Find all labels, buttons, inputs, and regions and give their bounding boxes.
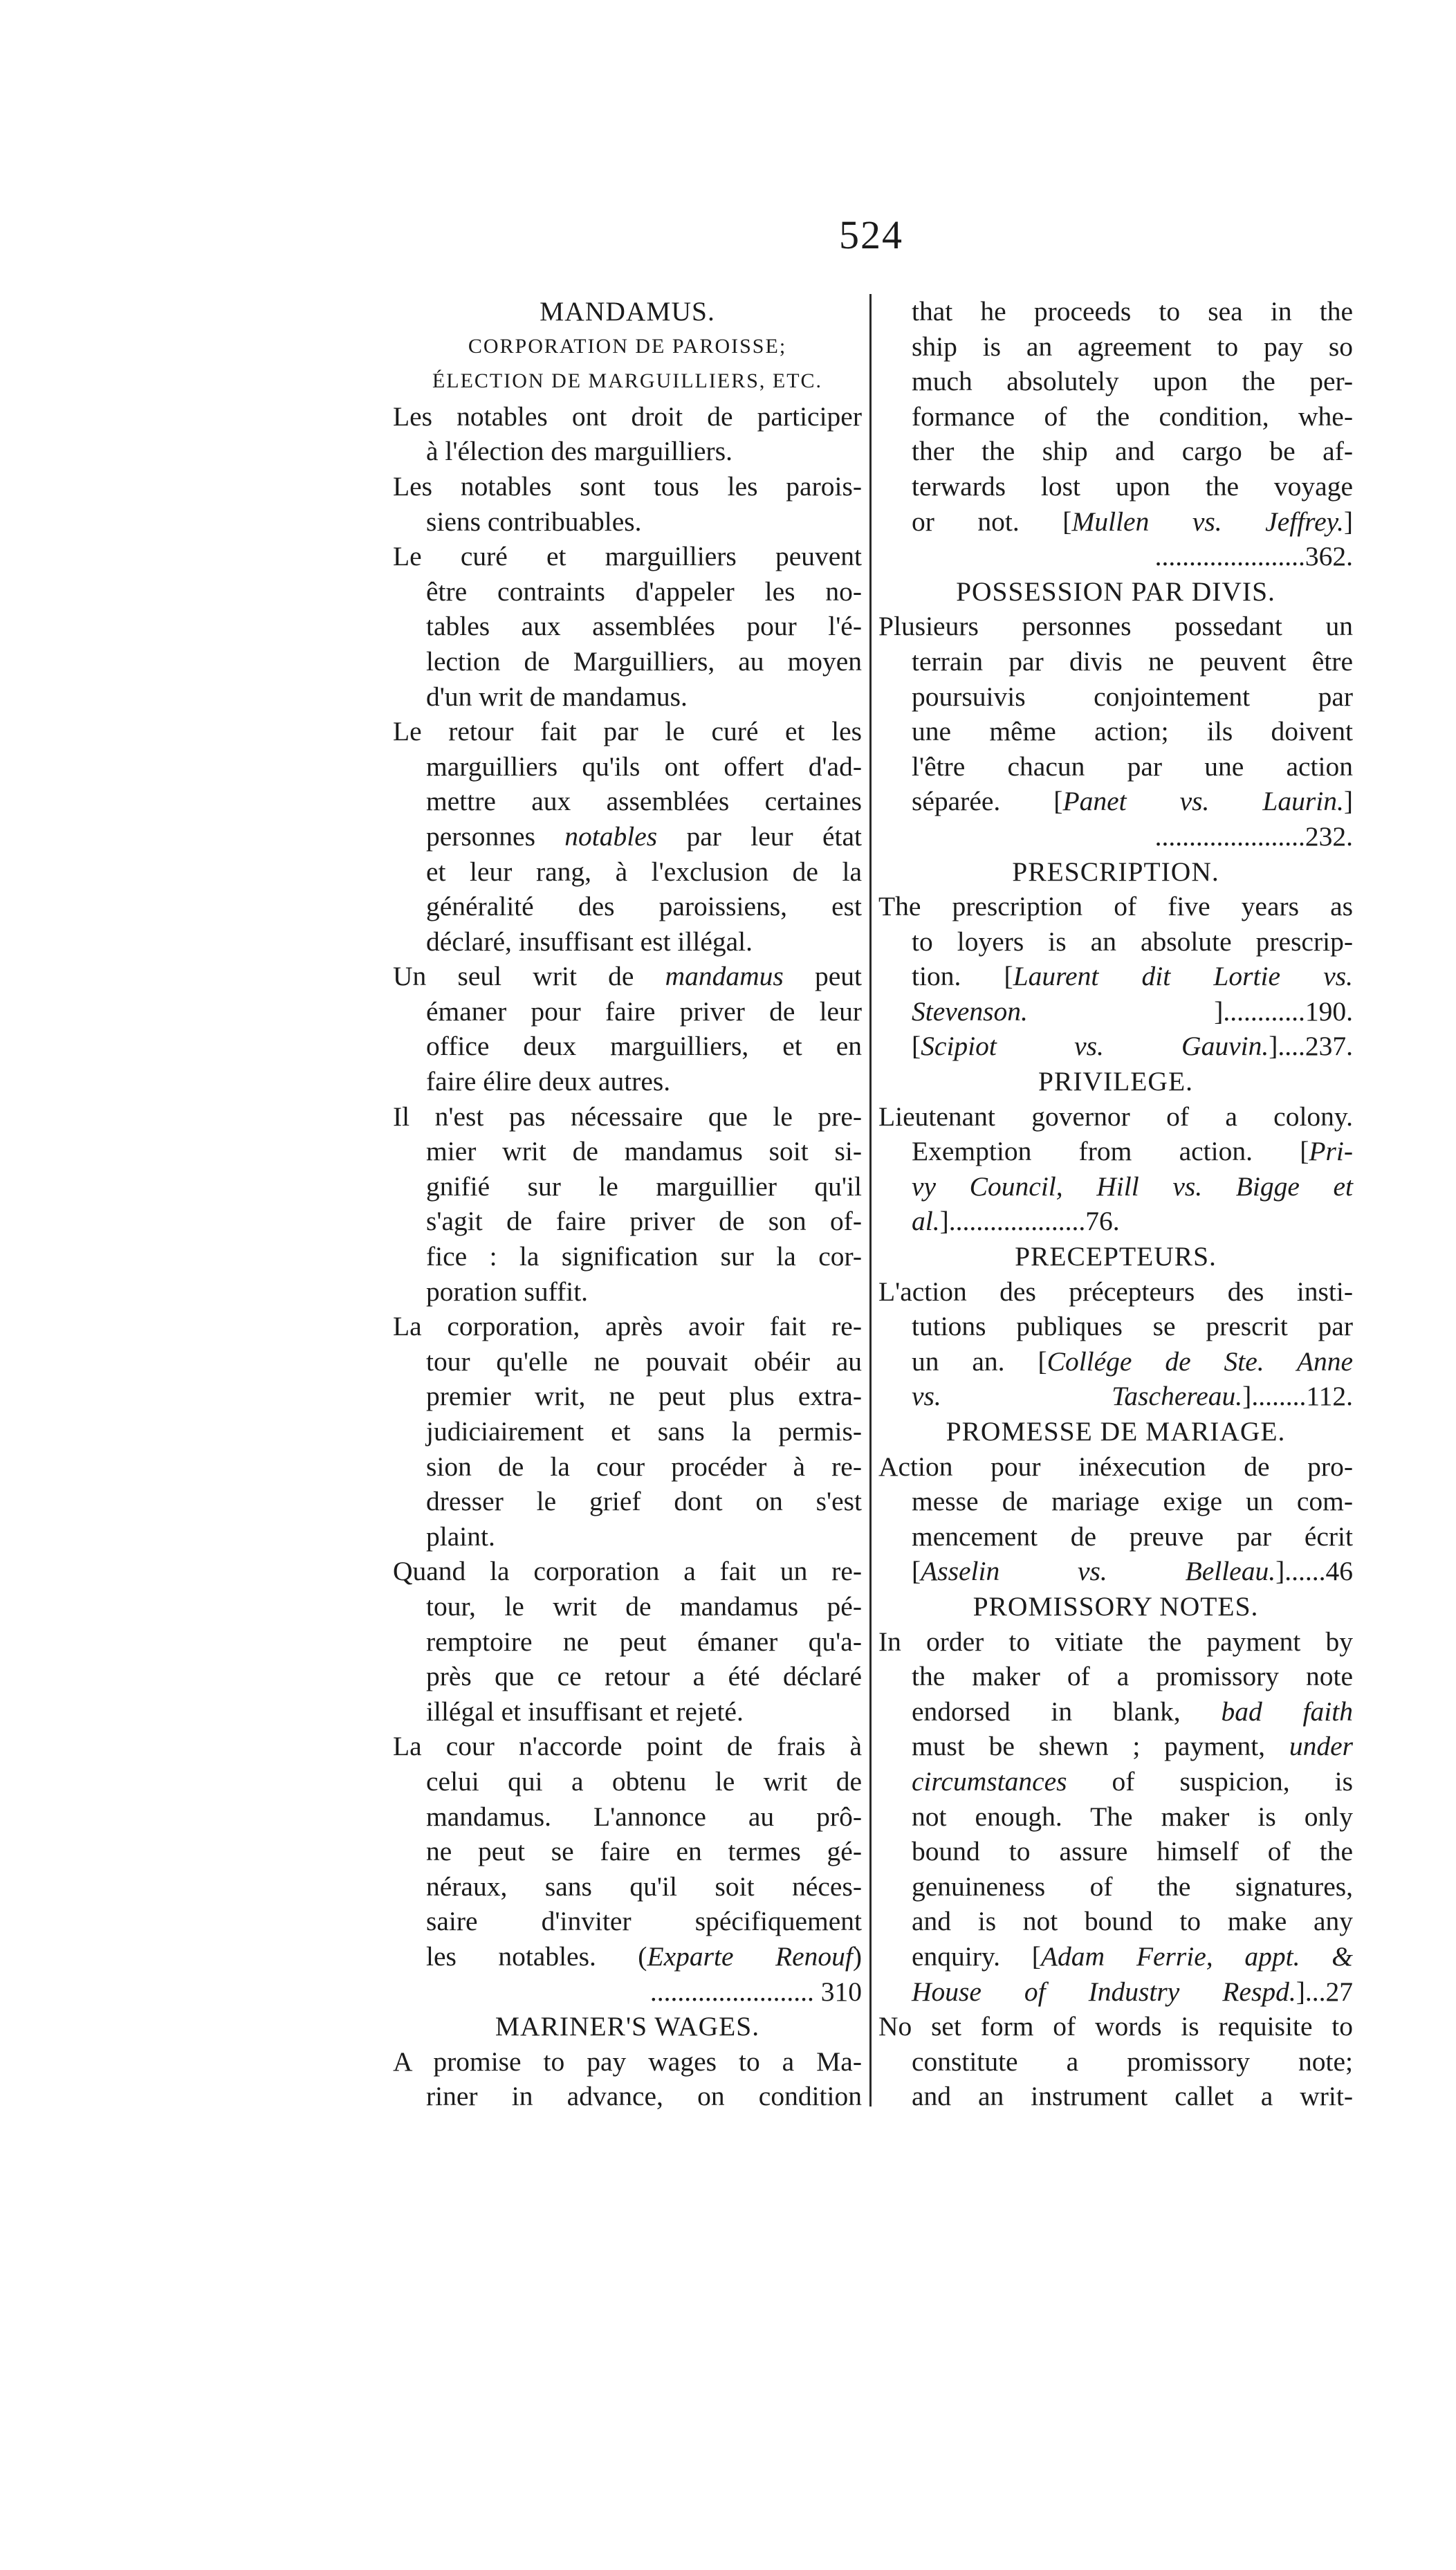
text-line: Action pour inéxecution de pro- (878, 1451, 1353, 1482)
text-line: and an instrument callet a writ- (912, 2081, 1353, 2112)
section-heading: MANDAMUS. (540, 296, 715, 327)
text-line: terrain par divis ne peuvent être (912, 645, 1353, 677)
text-line: Il n'est pas nécessaire que le pre- (393, 1101, 862, 1132)
text-line: déclaré, insuffisant est illégal. (426, 926, 753, 957)
text-line: gnifié sur le marguillier qu'il (426, 1171, 862, 1202)
text-line: mandamus. L'annonce au prô- (426, 1801, 862, 1832)
text-line: tour, le writ de mandamus pé- (426, 1590, 862, 1622)
text-line: à l'élection des marguilliers. (426, 436, 732, 467)
text-line: marguilliers qu'ils ont offert d'ad- (426, 751, 862, 782)
text-line: s'agit de faire priver de son of- (426, 1206, 862, 1237)
text-line: Plusieurs personnes possedant un (878, 611, 1353, 642)
text-line: un an. [Collége de Ste. Anne (912, 1346, 1354, 1377)
text-line: plaint. (426, 1521, 495, 1552)
text-line: formance of the condition, whe- (912, 401, 1353, 432)
text-line: premier writ, ne peut plus extra- (426, 1381, 862, 1412)
text-line: not enough. The maker is only (912, 1801, 1353, 1832)
text-line: terwards lost upon the voyage (912, 470, 1353, 502)
text-line: La cour n'accorde point de frais à (393, 1731, 862, 1762)
text-line: No set form of words is requisite to (878, 2011, 1353, 2042)
text-line: poursuivis conjointement par (912, 681, 1353, 712)
text-line: tables aux assemblées pour l'é- (426, 611, 862, 642)
text-line: celui qui a obtenu le writ de (426, 1765, 862, 1797)
text-line: siens contribuables. (426, 506, 642, 537)
text-line: près que ce retour a été déclaré (426, 1661, 862, 1692)
text-line: néraux, sans qu'il soit néces- (426, 1871, 862, 1902)
text-line: être contraints d'appeler les no- (426, 576, 862, 607)
text-line: A promise to pay wages to a Ma- (393, 2046, 862, 2077)
text-line: riner in advance, on condition (426, 2081, 862, 2112)
text-line: mier writ de mandamus soit si- (426, 1136, 862, 1167)
text-line: fice : la signification sur la cor- (426, 1241, 862, 1272)
text-line: personnes notables par leur état (426, 820, 862, 852)
column-divider (869, 294, 872, 2107)
text-line: circumstances of suspicion, is (912, 1765, 1353, 1797)
left-column (393, 294, 862, 2114)
text-line: constitute a promissory note; (912, 2046, 1353, 2077)
section-heading: PRESCRIPTION. (1012, 856, 1219, 887)
text-line: d'un writ de mandamus. (426, 681, 688, 712)
section-heading: PRIVILEGE. (1038, 1066, 1193, 1097)
text-line: ........................ 310 (649, 1976, 862, 2007)
text-line: généralité des paroissiens, est (426, 891, 862, 922)
right-column (878, 294, 1353, 2114)
text-line: séparée. [Panet vs. Laurin.] (912, 786, 1353, 817)
text-line: much absolutely upon the per- (912, 366, 1353, 397)
text-line: to loyers is an absolute prescrip- (912, 926, 1353, 957)
text-line: les notables. (Exparte Renouf) (426, 1940, 862, 1972)
text-line: ship is an agreement to pay so (912, 331, 1353, 362)
text-line: The prescription of five years as (878, 891, 1353, 922)
text-line: une même action; ils doivent (912, 716, 1353, 747)
text-line: judiciairement et sans la permis- (426, 1416, 862, 1447)
text-line: that he proceeds to sea in the (912, 296, 1353, 327)
text-line: [Scipiot vs. Gauvin.]....237. (912, 1031, 1353, 1062)
text-line: the maker of a promissory note (912, 1661, 1353, 1692)
text-line: Stevenson. ]............190. (912, 995, 1353, 1027)
text-line: Les notables sont tous les parois- (393, 470, 862, 502)
text-line: La corporation, après avoir fait re- (393, 1311, 862, 1342)
text-line: illégal et insuffisant et rejeté. (426, 1696, 744, 1727)
text-line: Exemption from action. [Pri- (912, 1136, 1353, 1167)
text-line: must be shewn ; payment, under (912, 1731, 1353, 1762)
text-line: genuineness of the signatures, (912, 1871, 1353, 1902)
text-line: L'action des précepteurs des insti- (878, 1276, 1353, 1307)
text-line: dresser le grief dont on s'est (426, 1486, 862, 1517)
section-heading: PROMISSORY NOTES. (973, 1590, 1259, 1622)
text-line: tion. [Laurent dit Lortie vs. (912, 961, 1353, 992)
text-line: l'être chacun par une action (912, 751, 1353, 782)
text-line: émaner pour faire priver de leur (426, 995, 862, 1027)
text-line: Les notables ont droit de participer (393, 401, 862, 432)
text-line: and is not bound to make any (912, 1906, 1353, 1937)
section-heading: PROMESSE DE MARIAGE. (946, 1416, 1286, 1447)
text-line: vy Council, Hill vs. Bigge et (912, 1171, 1353, 1202)
text-line: al.]....................76. (912, 1206, 1120, 1237)
text-line: et leur rang, à l'exclusion de la (426, 856, 862, 887)
text-line: sion de la cour procéder à re- (426, 1451, 862, 1482)
text-line: In order to vitiate the payment by (878, 1626, 1353, 1657)
text-line: mettre aux assemblées certaines (426, 786, 862, 817)
text-line: ne peut se faire en termes gé- (426, 1836, 862, 1867)
section-heading: MARINER'S WAGES. (495, 2011, 760, 2042)
text-line: [Asselin vs. Belleau.]......46 (912, 1556, 1353, 1587)
subheading: ÉLECTION DE MARGUILLIERS, ETC. (432, 369, 823, 393)
text-line: mencement de preuve par écrit (912, 1521, 1353, 1552)
text-line: ......................362. (1154, 541, 1353, 572)
text-line: Un seul writ de mandamus peut (393, 961, 862, 992)
text-line: House of Industry Respd.]...27 (912, 1976, 1353, 2007)
page-number: 524 (839, 212, 903, 257)
text-line: messe de mariage exige un com- (912, 1486, 1353, 1517)
text-line: Lieutenant governor of a colony. (878, 1101, 1353, 1132)
text-line: enquiry. [Adam Ferrie, appt. & (912, 1940, 1354, 1972)
text-line: lection de Marguilliers, au moyen (426, 645, 862, 677)
text-line: Quand la corporation a fait un re- (393, 1556, 862, 1587)
text-line: ther the ship and cargo be af- (912, 436, 1353, 467)
text-line: Le retour fait par le curé et les (393, 716, 862, 747)
section-heading: PRECEPTEURS. (1015, 1241, 1217, 1272)
text-line: office deux marguilliers, et en (426, 1031, 862, 1062)
text-line: endorsed in blank, bad faith (912, 1696, 1353, 1727)
text-line: poration suffit. (426, 1276, 589, 1307)
section-heading: POSSESSION PAR DIVIS. (956, 576, 1275, 607)
subheading: CORPORATION DE PAROISSE; (468, 334, 787, 358)
text-line: tutions publiques se prescrit par (912, 1311, 1353, 1342)
text-line: bound to assure himself of the (912, 1836, 1353, 1867)
text-line: saire d'inviter spécifiquement (426, 1906, 862, 1937)
text-line: faire élire deux autres. (426, 1066, 671, 1097)
text-line: Le curé et marguilliers peuvent (393, 541, 862, 572)
text-line: vs. Taschereau.]........112. (912, 1381, 1353, 1412)
text-line: or not. [Mullen vs. Jeffrey.] (912, 506, 1353, 537)
text-line: tour qu'elle ne pouvait obéir au (426, 1346, 862, 1377)
text-line: ......................232. (1154, 820, 1353, 852)
text-line: remptoire ne peut émaner qu'a- (426, 1626, 862, 1657)
